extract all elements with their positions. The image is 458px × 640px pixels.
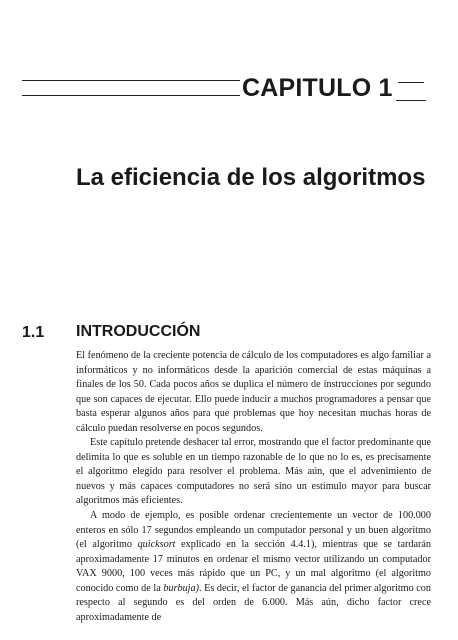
quicksort-term: quicksort (137, 539, 176, 551)
paragraph-2: Este capítulo pretende deshacer tal error, mostrando que el factor predominante que delimita lo que es soluble en un tiempo razonable de lo que no lo es, es precisamente el algoritmo elegido para resolver el problema. Más aún, que el advenimiento de nuevos y más capaces computadores no será sino un estímulo mayor para buscar algoritmos más eficientes. (76, 437, 431, 507)
section-number: 1.1 (22, 324, 45, 341)
paragraph-3 (76, 509, 431, 625)
header-rule-bottom (22, 95, 240, 96)
paragraph-3-part-3: . Es decir, el factor de ganancia del primer algoritmo con respecto al segundo es del orden de 6.000. Más aún, dicho factor crece aproximadamente de (76, 582, 431, 623)
paragraph-3-part-1: A modo de ejemplo, es posible ordenar crecientemente un vector de 100.000 enteros en sólo 17 segundos empleando un computador personal y un buen algoritmo (el algoritmo (76, 510, 431, 551)
header-rule-top (22, 80, 240, 81)
header-rule-right-top (398, 82, 424, 83)
chapter-label: CAPITULO 1 (242, 74, 393, 102)
section-title: INTRODUCCIÓN (76, 323, 201, 340)
chapter-title: La eficiencia de los algoritmos (76, 164, 426, 191)
paragraph-1: El fenómeno de la creciente potencia de cálculo de los computadores es algo familiar a informáticos y no informáticos desde la aparición comercial de estas máquinas a finales de los 50. Cada pocos años se duplica el número de instrucciones por segundo que son capaces de ejecutar. Ello puede inducir a muchos programadores a pensar que basta esperar algunos años para que problemas que hoy necesitan muchas horas de cálculo puedan resolverse en pocos segundos. (76, 350, 431, 434)
header-rule-right-bottom (396, 100, 426, 101)
paragraph-3-part-2: explicado en la sección 4.4.1), mientras que se tardarán aproximadamente 17 minutos en ordenar el mismo vector utilizando un computador VAX 9000, 100 veces más rápido que un PC, y un mal algoritmo (el algoritmo conocido como de la (76, 539, 432, 594)
body-text (76, 349, 431, 625)
burbuja-term: burbuja) (163, 582, 199, 594)
